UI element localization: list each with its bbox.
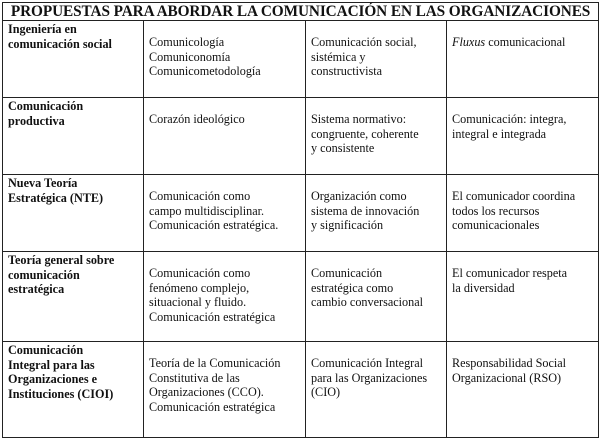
cell-line: Comunicación social,: [311, 35, 417, 49]
cell-line: campo multidisciplinar.: [149, 203, 265, 218]
cell-col4: [447, 98, 599, 175]
cell-line: para las Organizaciones: [311, 370, 428, 385]
cell-line: situacional y fluido.: [149, 295, 247, 309]
cell-line: El comunicador coordina: [452, 189, 576, 203]
cell-text: comunicacional: [485, 35, 566, 49]
cell-col3: [306, 252, 447, 342]
cell-line: Comunicación como: [149, 266, 251, 280]
cell-col4: [447, 252, 599, 342]
cell-line: Organizaciones (CCO).: [149, 385, 264, 399]
heading-line: Teoría general sobre: [8, 253, 115, 267]
cell-line: la diversidad: [452, 280, 515, 295]
row-heading: [3, 252, 144, 342]
cell-line: Comunicación estratégica: [149, 399, 276, 414]
heading-line: Nueva Teoría: [8, 176, 78, 190]
cell-line: Organización como: [311, 189, 407, 203]
cell-line: (CIO): [311, 385, 341, 399]
row-heading: [3, 175, 144, 252]
cell-col2: [144, 98, 306, 175]
heading-line: estratégica: [8, 282, 65, 296]
cell-line: cambio conversacional: [311, 295, 424, 309]
cell-line: Organizacional (RSO): [452, 370, 562, 385]
heading-line: comunicación social: [8, 36, 112, 51]
cell-line: El comunicador respeta: [452, 266, 568, 280]
cell-col4: [447, 21, 599, 98]
cell-line: sistémica y: [311, 49, 366, 64]
row-heading: [3, 21, 144, 98]
table-row: [3, 252, 599, 342]
cell-col3: [306, 21, 447, 98]
cell-line: Comunicología: [149, 35, 225, 49]
cell-line: comunicacionales: [452, 218, 540, 232]
heading-line: Organizaciones e: [8, 372, 98, 386]
cell-col3: [306, 98, 447, 175]
cell-line: Comunicometodología: [149, 64, 261, 78]
heading-line: productiva: [8, 113, 65, 128]
cell-line: Comunicación Integral: [311, 356, 424, 370]
cell-line: y consistente: [311, 141, 375, 155]
table-row: [3, 21, 599, 98]
cell-line: todos los recursos: [452, 203, 540, 218]
cell-line: fenómeno complejo,: [149, 280, 250, 295]
cell-line: y significación: [311, 218, 384, 232]
cell-line: Comunicación estratégica.: [149, 218, 279, 232]
heading-line: Comunicación: [8, 99, 84, 113]
cell-line: integral e integrada: [452, 126, 547, 141]
table-row: [3, 175, 599, 252]
row-heading: [3, 342, 144, 438]
cell-line: Comunicación: integra,: [452, 112, 567, 126]
cell-col2: [144, 175, 306, 252]
cell-col4: [447, 175, 599, 252]
cell-line: Corazón ideológico: [149, 112, 245, 126]
heading-line: Instituciones (CIOI): [8, 386, 114, 401]
table-row: [3, 98, 599, 175]
table-title: PROPUESTAS PARA ABORDAR LA COMUNICACIÓN EN LAS ORGANIZACIONES: [3, 3, 599, 21]
cell-line: Responsabilidad Social: [452, 356, 567, 370]
cell-line: Comunicación estratégica: [149, 309, 276, 324]
cell-line: Sistema normativo:: [311, 112, 407, 126]
heading-line: Estratégica (NTE): [8, 190, 104, 205]
table-row: [3, 342, 599, 438]
cell-line: estratégica como: [311, 280, 394, 295]
heading-line: Comunicación: [8, 343, 84, 357]
cell-line: Teoría de la Comunicación: [149, 356, 281, 370]
cell-line: [452, 35, 593, 50]
row-heading: [3, 98, 144, 175]
cell-line: constructivista: [311, 64, 383, 78]
cell-col4: [447, 342, 599, 438]
heading-line: comunicación: [8, 267, 80, 282]
cell-line: congruente, coherente: [311, 126, 419, 141]
title-row: [3, 3, 599, 21]
italic-term: Fluxus: [452, 35, 486, 49]
cell-col2: [144, 252, 306, 342]
cell-line: sistema de innovación: [311, 203, 420, 218]
cell-col3: [306, 342, 447, 438]
heading-line: Ingeniería en: [8, 22, 77, 36]
cell-line: Constitutiva de las: [149, 370, 240, 385]
heading-line: Integral para las: [8, 357, 95, 372]
cell-line: Comunicación como: [149, 189, 251, 203]
cell-line: Comunicación: [311, 266, 383, 280]
cell-line: Comuniconomía: [149, 49, 231, 64]
proposals-table: [2, 2, 599, 438]
cell-col2: [144, 342, 306, 438]
cell-col2: [144, 21, 306, 98]
cell-col3: [306, 175, 447, 252]
